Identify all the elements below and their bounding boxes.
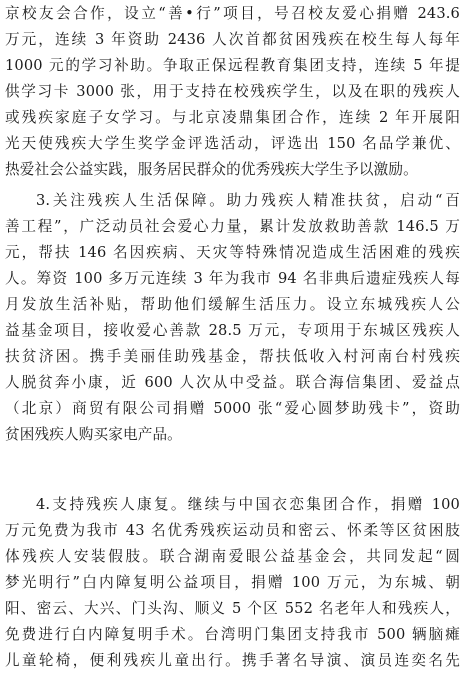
text-line: 光天使残疾大学生奖学金评选活动，评选出 150 名品学兼优、 [5, 135, 460, 152]
text-line: 善工程”，广泛动员社会爱心力量，累计发放救助善款 146.5 万 [5, 218, 460, 235]
text-line: 万元免费为我市 43 名优秀残疾运动员和密云、怀柔等区贫困肢 [5, 522, 460, 539]
text-line: 扶贫济困。携手美丽佳助残基金，帮扶低收入村河南台村残疾 [5, 348, 460, 365]
text-line: 京校友会合作，设立“善•行”项目，号召校友爱心捐赠 243.6 [5, 5, 460, 22]
text-line: 热爱社会公益实践，服务居民群众的优秀残疾大学生予以激励。 [5, 161, 418, 178]
text-line: 元，帮扶 146 名因疾病、天灾等特殊情况造成生活困难的残疾 [5, 244, 460, 261]
text-line: 人脱贫奔小康，近 600 人次从中受益。联合海信集团、爱益点 [5, 374, 460, 391]
text-line: （北京）商贸有限公司捐赠 5000 张“爱心圆梦助残卡”，资助 [5, 400, 460, 417]
text-line: 月发放生活补贴，帮助他们缓解生活压力。设立东城残疾人公 [5, 296, 460, 313]
text-line: 体残疾人安装假肢。联合湖南爱眼公益基金会，共同发起“圆 [5, 548, 460, 565]
text-line: 供学习卡 3000 张，用于支持在校残疾学生，以及在职的残疾人 [5, 83, 460, 100]
section-heading-line: 4.支持残疾人康复。继续与中国衣恋集团合作，捐赠 100 [36, 496, 460, 513]
text-line: 儿童轮椅，便利残疾儿童出行。携手著名导演、演员连奕名先 [5, 652, 460, 669]
text-line: 益基金项目，接收爱心善款 28.5 万元，专项用于东城区残疾人 [5, 322, 460, 339]
text-line: 或残疾家庭子女学习。与北京凌鼎集团合作，连续 2 年开展阳 [5, 109, 460, 126]
text-line: 阳、密云、大兴、门头沟、顺义 5 个区 552 名老年人和残疾人， [5, 600, 460, 617]
text-line: 万元，连续 3 年资助 2436 人次首都贫困残疾在校生每人每年 [5, 31, 460, 48]
text-line: 人。筹资 100 多万元连续 3 年为我市 94 名非典后遗症残疾人每 [5, 270, 460, 287]
text-line: 贫困残疾人购买家电产品。 [5, 426, 182, 443]
text-line: 免费进行白内障复明手术。台湾明门集团支持我市 500 辆脑瘫 [5, 626, 460, 643]
text-line: 梦光明行”白内障复明公益项目，捐赠 100 万元，为东城、朝 [5, 574, 460, 591]
text-line: 1000 元的学习补助。争取正保远程教育集团支持，连续 5 年提 [5, 57, 460, 74]
section-heading-line: 3.关注残疾人生活保障。助力残疾人精准扶贫，启动“百 [36, 192, 460, 209]
